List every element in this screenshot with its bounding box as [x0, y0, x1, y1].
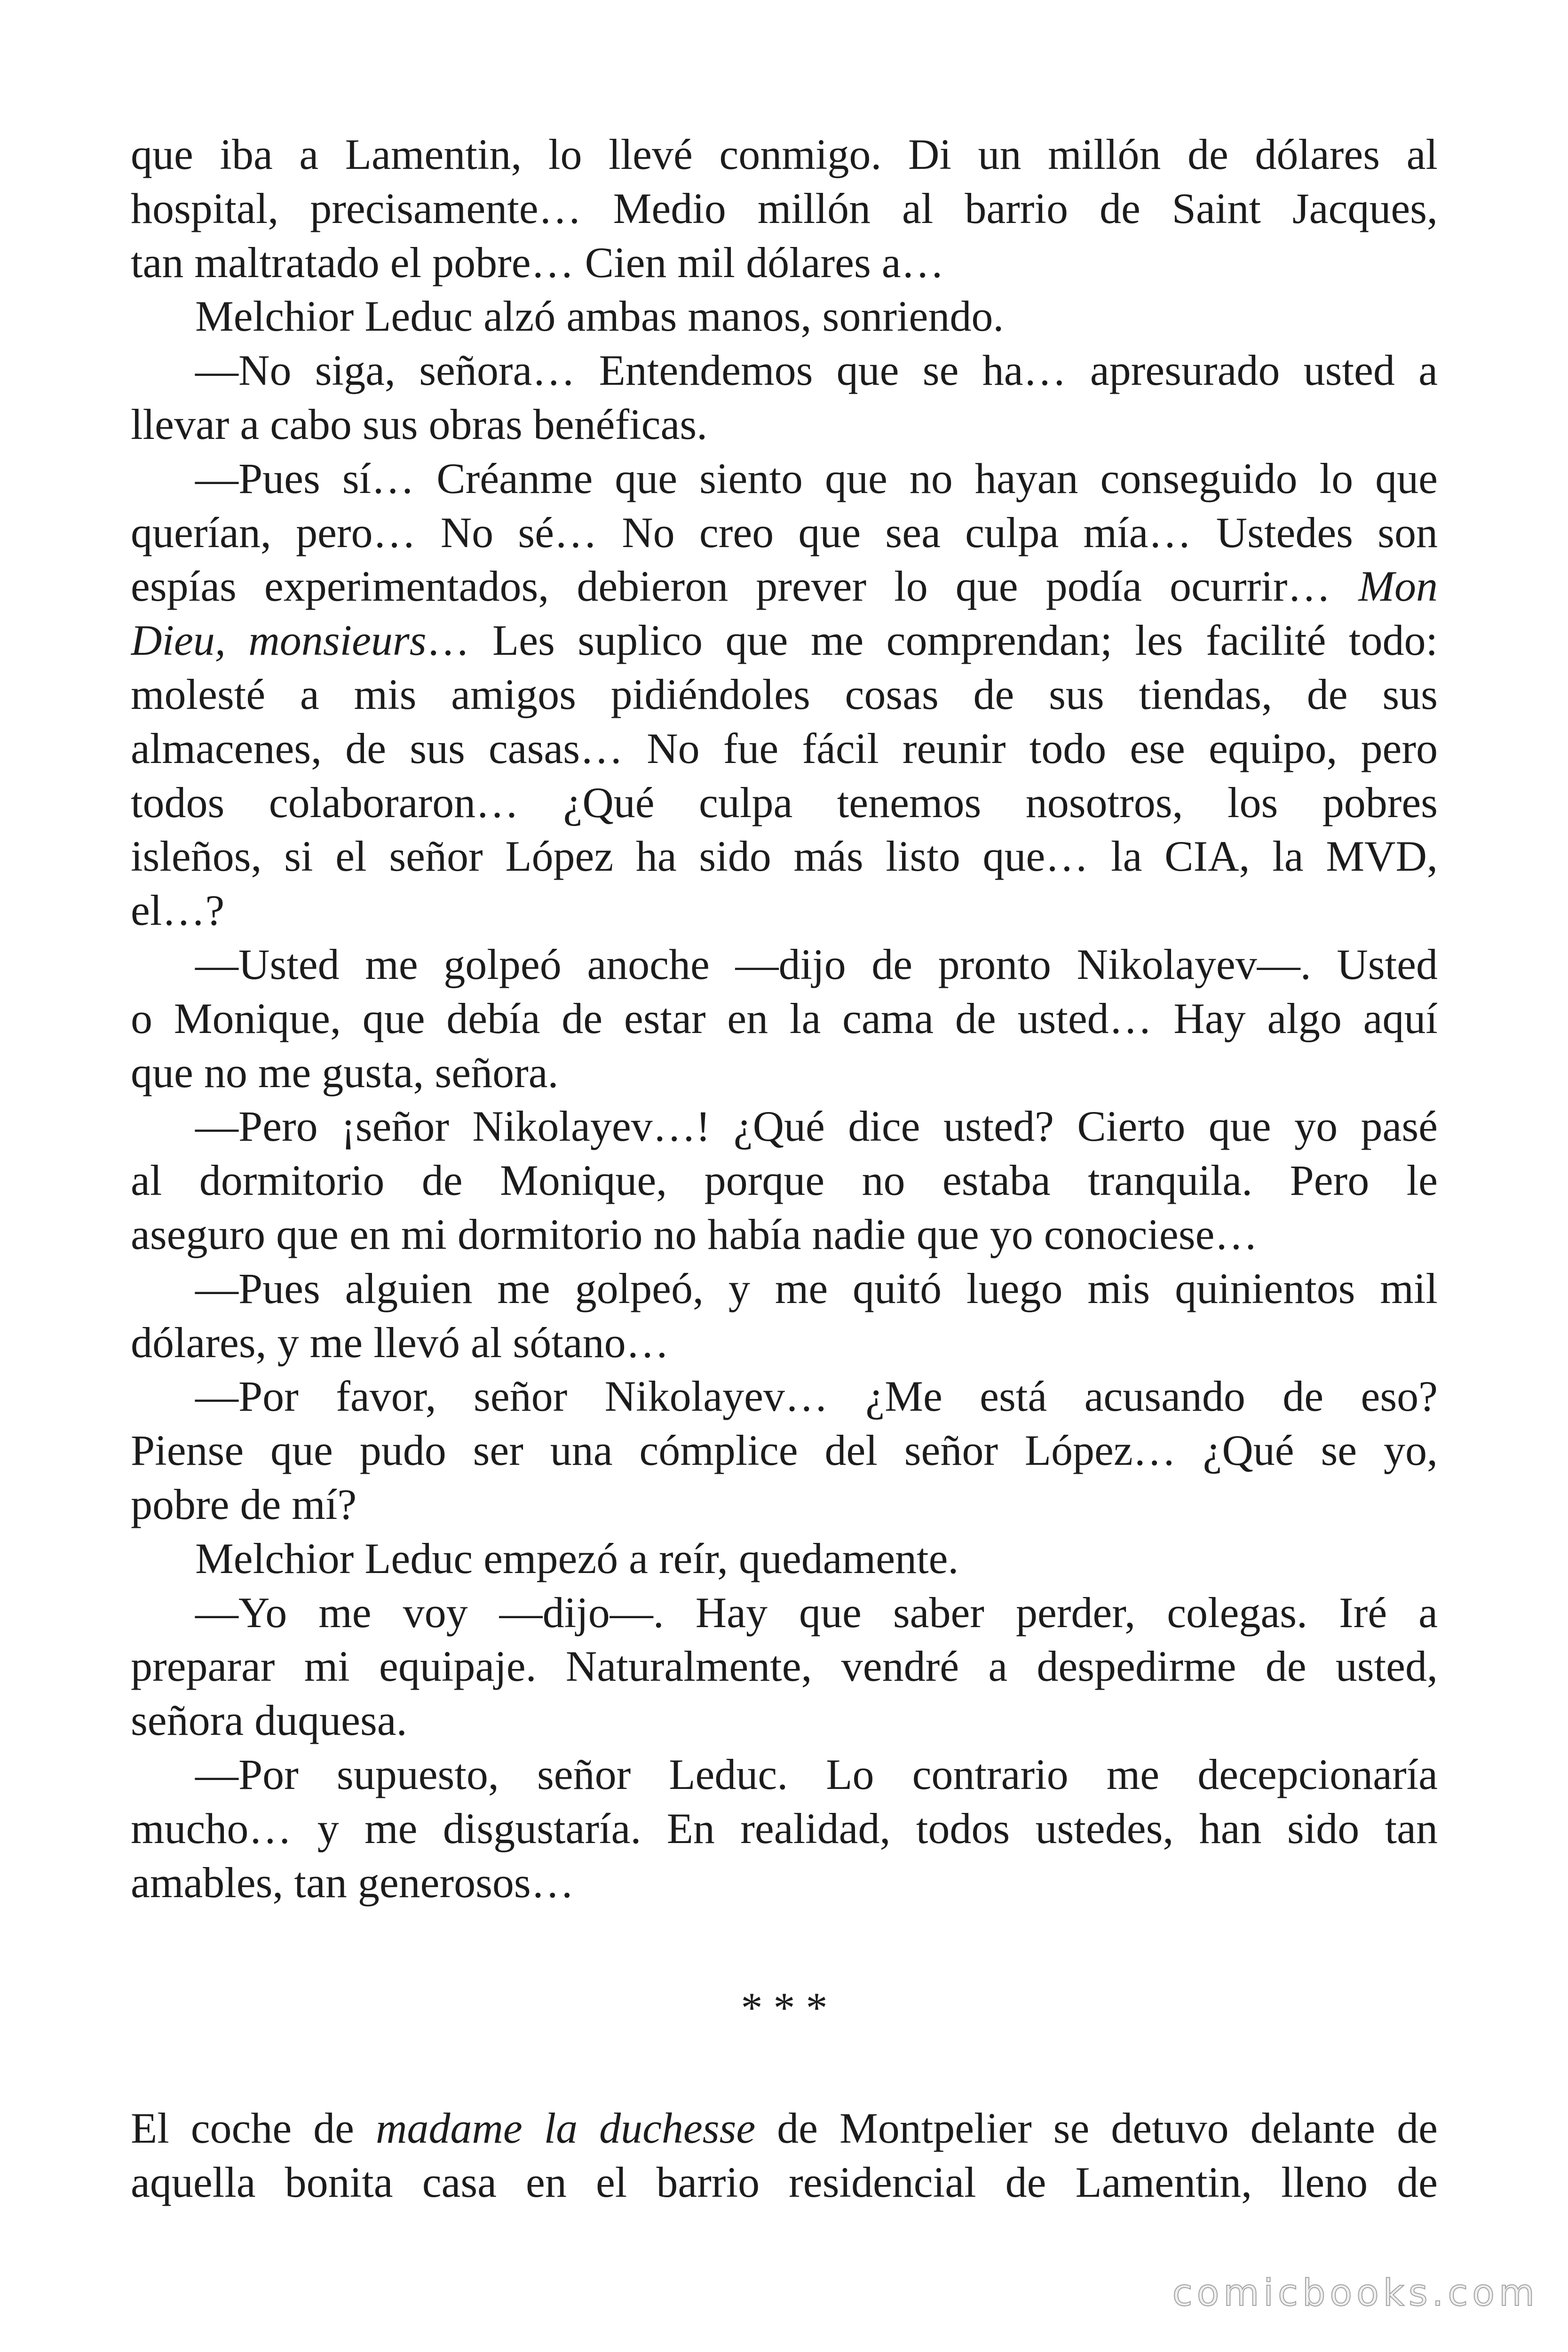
text-line: isleños, si el señor López ha sido más listo que… la CIA, la MVD, — [131, 832, 1438, 881]
text-line — [131, 2101, 1438, 2155]
text-line — [131, 559, 1438, 613]
text-segment: … Les suplico que me comprendan; les facilité todo: — [426, 616, 1438, 665]
watermark: comicbooks.com — [1172, 2272, 1539, 2314]
text-line: Melchior Leduc empezó a reír, quedamente. — [195, 1534, 959, 1582]
text-line: —Yo me voy —dijo—. Hay que saber perder, colegas. Iré a — [195, 1588, 1438, 1637]
text-line: —Pero ¡señor Nikolayev…! ¿Qué dice usted? Cierto que yo pasé — [195, 1102, 1438, 1151]
italic-text: Mon — [1358, 562, 1438, 611]
text-line: dólares, y me llevó al sótano… — [131, 1318, 669, 1367]
text-line: —No siga, señora… Entendemos que se ha… apresurado usted a — [195, 346, 1438, 395]
text-line: mucho… y me disgustaría. En realidad, todos ustedes, han sido tan — [131, 1804, 1438, 1852]
text-line: el…? — [131, 886, 225, 935]
text-line: tan maltratado el pobre… Cien mil dólares a… — [131, 238, 944, 286]
italic-text: Dieu, monsieurs — [131, 616, 427, 665]
text-line: o Monique, que debía de estar en la cama de usted… Hay algo aquí — [131, 994, 1438, 1042]
text-line: —Por favor, señor Nikolayev… ¿Me está acusando de eso? — [195, 1372, 1438, 1421]
section-break-block — [131, 1981, 1438, 2035]
text-line: amables, tan generosos… — [131, 1858, 574, 1907]
section-break: * * * — [741, 1984, 828, 2032]
text-line: llevar a cabo sus obras benéficas. — [131, 400, 708, 448]
text-segment: El coche de — [131, 2104, 376, 2152]
text-line: aquella bonita casa en el barrio residencial de Lamentin, lleno de — [131, 2158, 1438, 2206]
text-line: —Pues sí… Créanme que siento que no hayan conseguido lo que — [195, 454, 1438, 502]
text-line: —Pues alguien me golpeó, y me quitó luego mis quinientos mil — [195, 1264, 1438, 1312]
text-line: hospital, precisamente… Medio millón al barrio de Saint Jacques, — [131, 184, 1438, 232]
text-line: almacenes, de sus casas… No fue fácil reunir todo ese equipo, pero — [131, 724, 1438, 772]
text-line: Melchior Leduc alzó ambas manos, sonriendo. — [195, 292, 1004, 341]
text-line: que iba a Lamentin, lo llevé conmigo. Di un millón de dólares al — [131, 130, 1438, 178]
text-line: todos colaboraron… ¿Qué culpa tenemos nosotros, los pobres — [131, 778, 1438, 826]
text-line: molesté a mis amigos pidiéndoles cosas de sus tiendas, de sus — [131, 670, 1438, 718]
text-line: al dormitorio de Monique, porque no estaba tranquila. Pero le — [131, 1156, 1438, 1205]
text-line: pobre de mí? — [131, 1480, 357, 1528]
text-line: aseguro que en mi dormitorio no había nadie que yo conociese… — [131, 1210, 1258, 1258]
text-segment: espías experimentados, debieron prever lo que podía ocurrir… — [131, 562, 1359, 611]
text-line: señora duquesa. — [131, 1696, 407, 1745]
text-section-2 — [131, 2101, 1438, 2209]
text-line: querían, pero… No sé… No creo que sea culpa mía… Ustedes son — [131, 508, 1438, 556]
text-segment: de Montpelier se detuvo delante de — [755, 2104, 1438, 2152]
text-line: Piense que pudo ser una cómplice del señor López… ¿Qué se yo, — [131, 1426, 1438, 1475]
text-line: —Usted me golpeó anoche —dijo de pronto Nikolayev—. Usted — [195, 940, 1438, 988]
text-line: que no me gusta, señora. — [131, 1048, 559, 1097]
text-line — [131, 613, 1438, 667]
text-line: preparar mi equipaje. Naturalmente, vendré a despedirme de usted, — [131, 1642, 1438, 1691]
italic-text: madame la duchesse — [375, 2104, 756, 2152]
text-line: —Por supuesto, señor Leduc. Lo contrario me decepcionaría — [195, 1750, 1438, 1798]
text-section-1 — [131, 127, 1438, 1909]
